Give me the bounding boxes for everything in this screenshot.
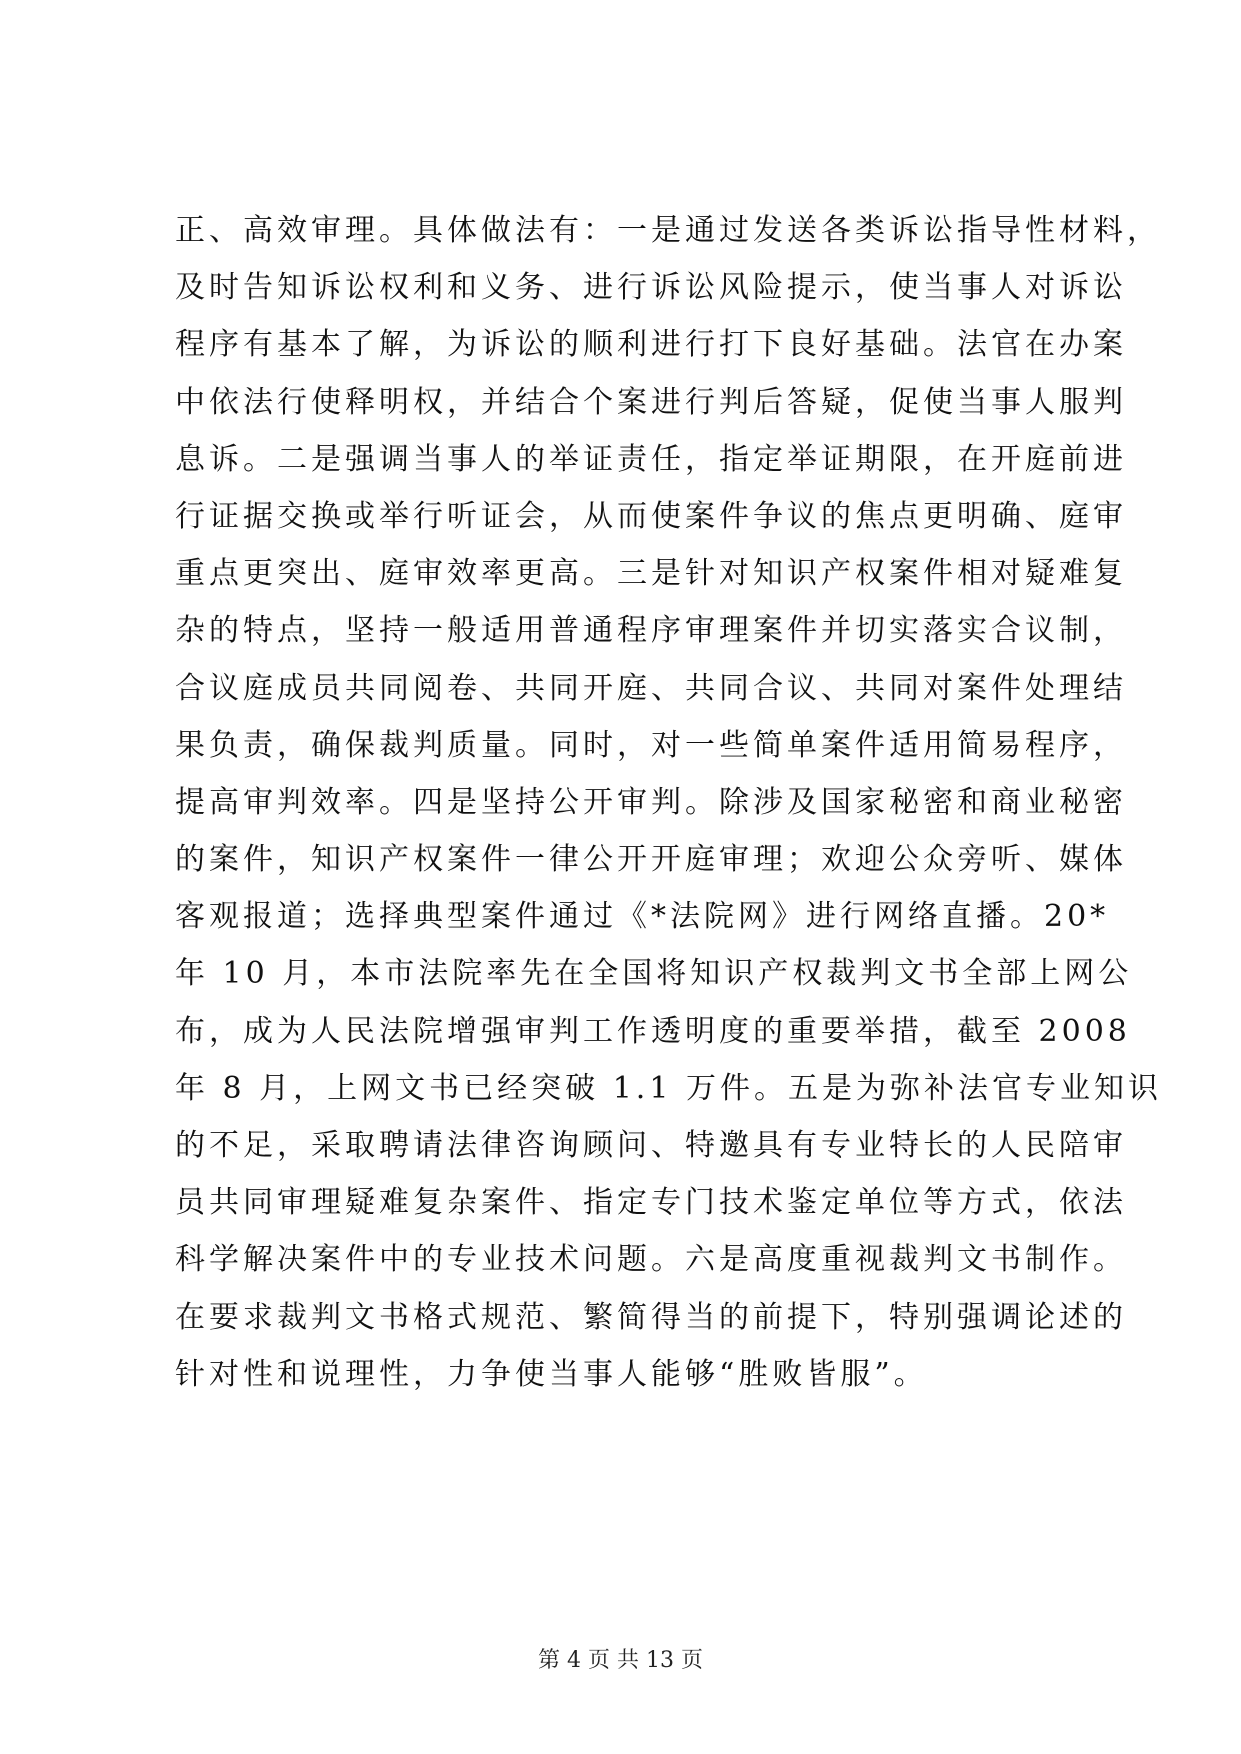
text-line: 年 8 月，上网文书已经突破 1.1 万件。五是为弥补法官专业知识	[175, 1070, 1162, 1106]
text-line: 行证据交换或举行听证会，从而使案件争议的焦点更明确、庭审	[175, 498, 1127, 534]
text-line: 员共同审理疑难复杂案件、指定专门技术鉴定单位等方式，依法	[175, 1185, 1127, 1221]
text-line: 果负责，确保裁判质量。同时，对一些简单案件适用简易程序，	[175, 727, 1127, 763]
text-line: 程序有基本了解，为诉讼的顺利进行打下良好基础。法官在办案	[175, 327, 1127, 363]
text-line: 年 10 月，本市法院率先在全国将知识产权裁判文书全部上网公	[175, 956, 1133, 992]
text-line: 中依法行使释明权，并结合个案进行判后答疑，促使当事人服判	[175, 384, 1127, 420]
text-line: 息诉。二是强调当事人的举证责任，指定举证期限，在开庭前进	[175, 441, 1127, 477]
text-line: 合议庭成员共同阅卷、共同开庭、共同合议、共同对案件处理结	[175, 670, 1127, 706]
text-line: 重点更突出、庭审效率更高。三是针对知识产权案件相对疑难复	[175, 556, 1127, 592]
text-line: 客观报道；选择典型案件通过《*法院网》进行网络直播。20*	[175, 899, 1110, 935]
text-line: 科学解决案件中的专业技术问题。六是高度重视裁判文书制作。	[175, 1242, 1127, 1278]
text-line: 布，成为人民法院增强审判工作透明度的重要举措，截至 2008	[175, 1013, 1131, 1049]
body-paragraph	[175, 202, 1162, 1403]
text-line: 提高审判效率。四是坚持公开审判。除涉及国家秘密和商业秘密	[175, 784, 1127, 820]
text-line: 正、高效审理。具体做法有：一是通过发送各类诉讼指导性材料，	[175, 213, 1161, 248]
text-line: 在要求裁判文书格式规范、繁简得当的前提下，特别强调论述的	[175, 1299, 1127, 1335]
text-line: 针对性和说理性，力争使当事人能够“胜败皆服”。	[175, 1356, 928, 1392]
text-line: 及时告知诉讼权利和义务、进行诉讼风险提示，使当事人对诉讼	[175, 270, 1127, 306]
text-line: 杂的特点，坚持一般适用普通程序审理案件并切实落实合议制，	[175, 613, 1127, 649]
page-number: 第 4 页 共 13 页	[538, 1648, 703, 1673]
text-line: 的案件，知识产权案件一律公开开庭审理；欢迎公众旁听、媒体	[175, 842, 1127, 878]
text-line: 的不足，采取聘请法律咨询顾问、特邀具有专业特长的人民陪审	[175, 1128, 1127, 1163]
